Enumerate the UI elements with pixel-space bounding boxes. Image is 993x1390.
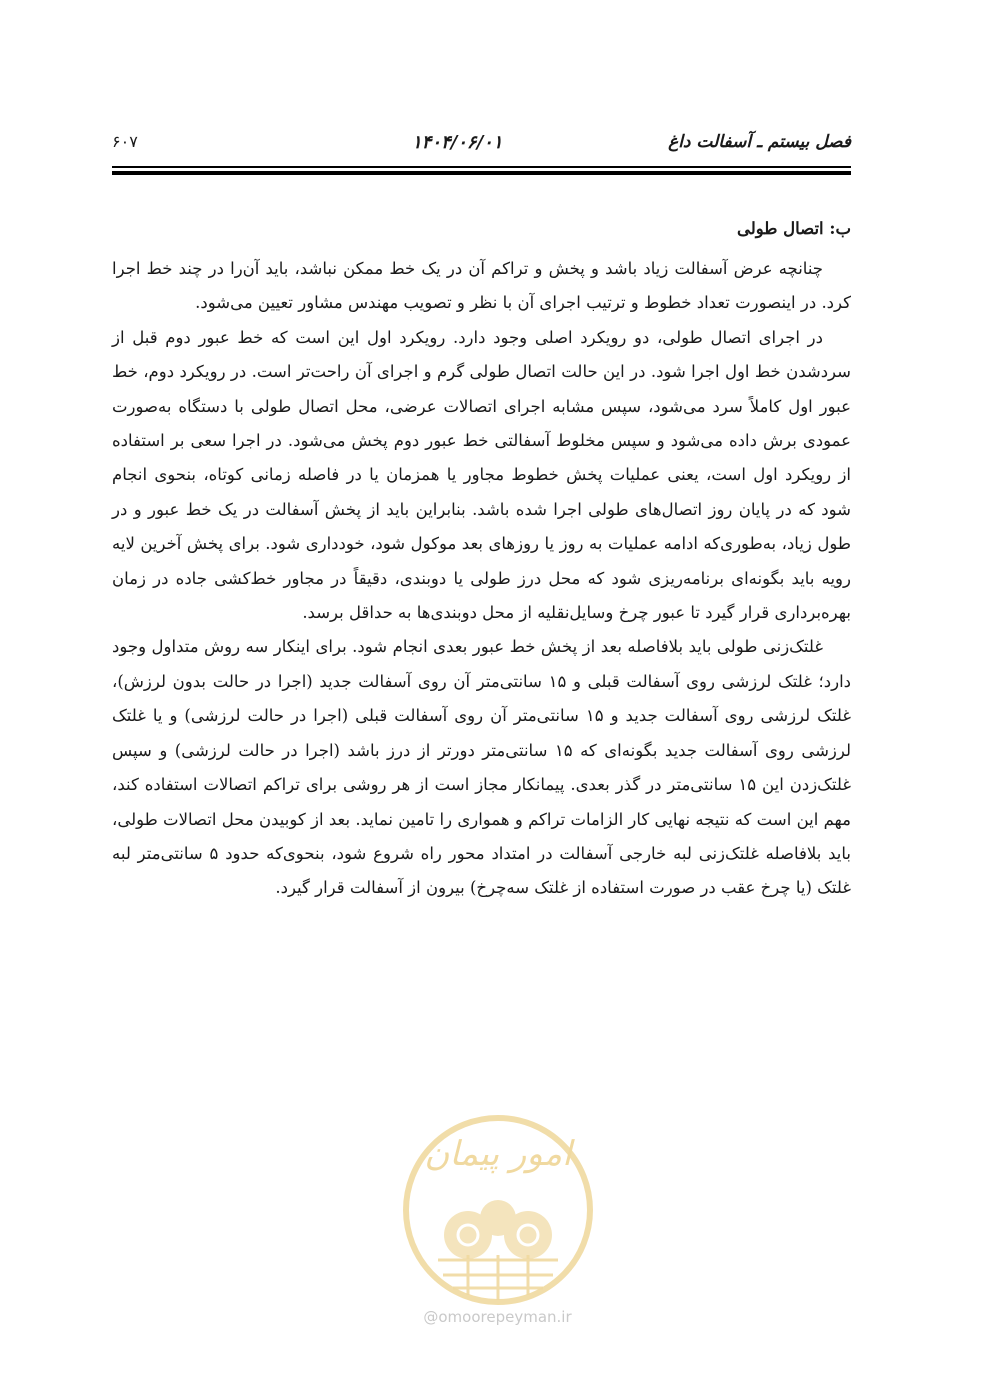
paragraph-1: چنانچه عرض آسفالت زیاد باشد و پخش و تراکم آن در یک خط ممکن نباشد، باید آن‌را در چند خط اجرا کرد. در اینصورت تعداد خطوط و ترتیب اجرای آن با نظر و تصویب مهندس مشاور تعیین می‌شود. <box>112 259 851 313</box>
watermark-url: @omoorepeyman.ir <box>423 1308 572 1326</box>
page-header <box>112 128 851 160</box>
section-body <box>112 212 851 906</box>
chapter-title: فصل بیستم ـ آسفالت داغ <box>668 132 851 152</box>
section-title: ب: اتصال طولی <box>736 219 851 238</box>
header-rule-thin <box>112 166 851 168</box>
header-date: ۱۴۰۴/۰۶/۰۱ <box>412 132 503 153</box>
watermark-logo-text: امور پیمان <box>424 1134 572 1174</box>
watermark-logo-icon <box>398 1110 598 1310</box>
page-number: ۶۰۷ <box>112 132 138 151</box>
paragraph-3: غلتک‌زنی طولی باید بلافاصله بعد از پخش خط عبور بعدی انجام شود. برای اینکار سه روش متداول وجود دارد؛ غلتک لرزشی روی آسفالت قبلی و ۱۵ سانتی‌متر آن روی آسفالت جدید (اجرا در حالت بدون لرزش)، غلتک لرزشی روی آسفالت جدید و ۱۵ سانتی‌متر آن روی آسفالت قبلی (اجرا در حالت لرزشی) و یا غلتک لرزشی روی آسفالت جدید بگونه‌ای که ۱۵ سانتی‌متر دورتر از درز باشد (اجرا در حالت لرزشی) و سپس غلتک‌زدن این ۱۵ سانتی‌متر در گذر بعدی. پیمانکار مجاز است از هر روشی برای تراکم اتصالات استفاده کند، مهم این است که نتیجه نهایی کار الزامات تراکم و همواری را تامین نماید. بعد از کوبیدن محل اتصالات طولی، باید بلافاصله غلتک‌زنی لبه خارجی آسفالت در امتداد محور راه شروع شود، بنحوی‌که حدود ۵ سانتی‌متر لبه غلتک (یا چرخ عقب در صورت استفاده از غلتک سه‌چرخ) بیرون از آسفالت قرار گیرد. <box>112 637 851 898</box>
paragraph-2: در اجرای اتصال طولی، دو رویکرد اصلی وجود دارد. رویکرد اول این است که خط عبور دوم قبل از سردشدن خط اول اجرا شود. در این حالت اتصال طولی گرم و اجرای آن راحت‌تر است. در رویکرد دوم، خط عبور اول کاملاً سرد می‌شود، سپس مشابه اجرای اتصالات عرضی، محل اتصال طولی با دستگاه به‌صورت عمودی برش داده می‌شود و سپس مخلوط آسفالتی خط عبور دوم پخش می‌شود. در اجرا سعی بر استفاده از رویکرد اول است، یعنی عملیات پخش خطوط مجاور یا همزمان یا در فاصله زمانی کوتاه، بنحوی انجام شود که در پایان روز اتصال‌های طولی اجرا شده باشد. بنابراین باید از پخش آسفالت در یک خط عبور و در طول زیاد، به‌طوری‌که ادامه عملیات به روز یا روزهای بعد موکول شود، خودداری شود. برای پخش آخرین لایه رویه باید بگونه‌ای برنامه‌ریزی شود که محل درز طولی یا دوبندی، دقیقاً در مجاور خط‌کشی جاده در زمان بهره‌برداری قرار گیرد تا عبور چرخ وسایل‌نقلیه از محل دوبندی‌ها به حداقل برسد. <box>112 327 851 623</box>
header-rule-thick <box>112 171 851 175</box>
